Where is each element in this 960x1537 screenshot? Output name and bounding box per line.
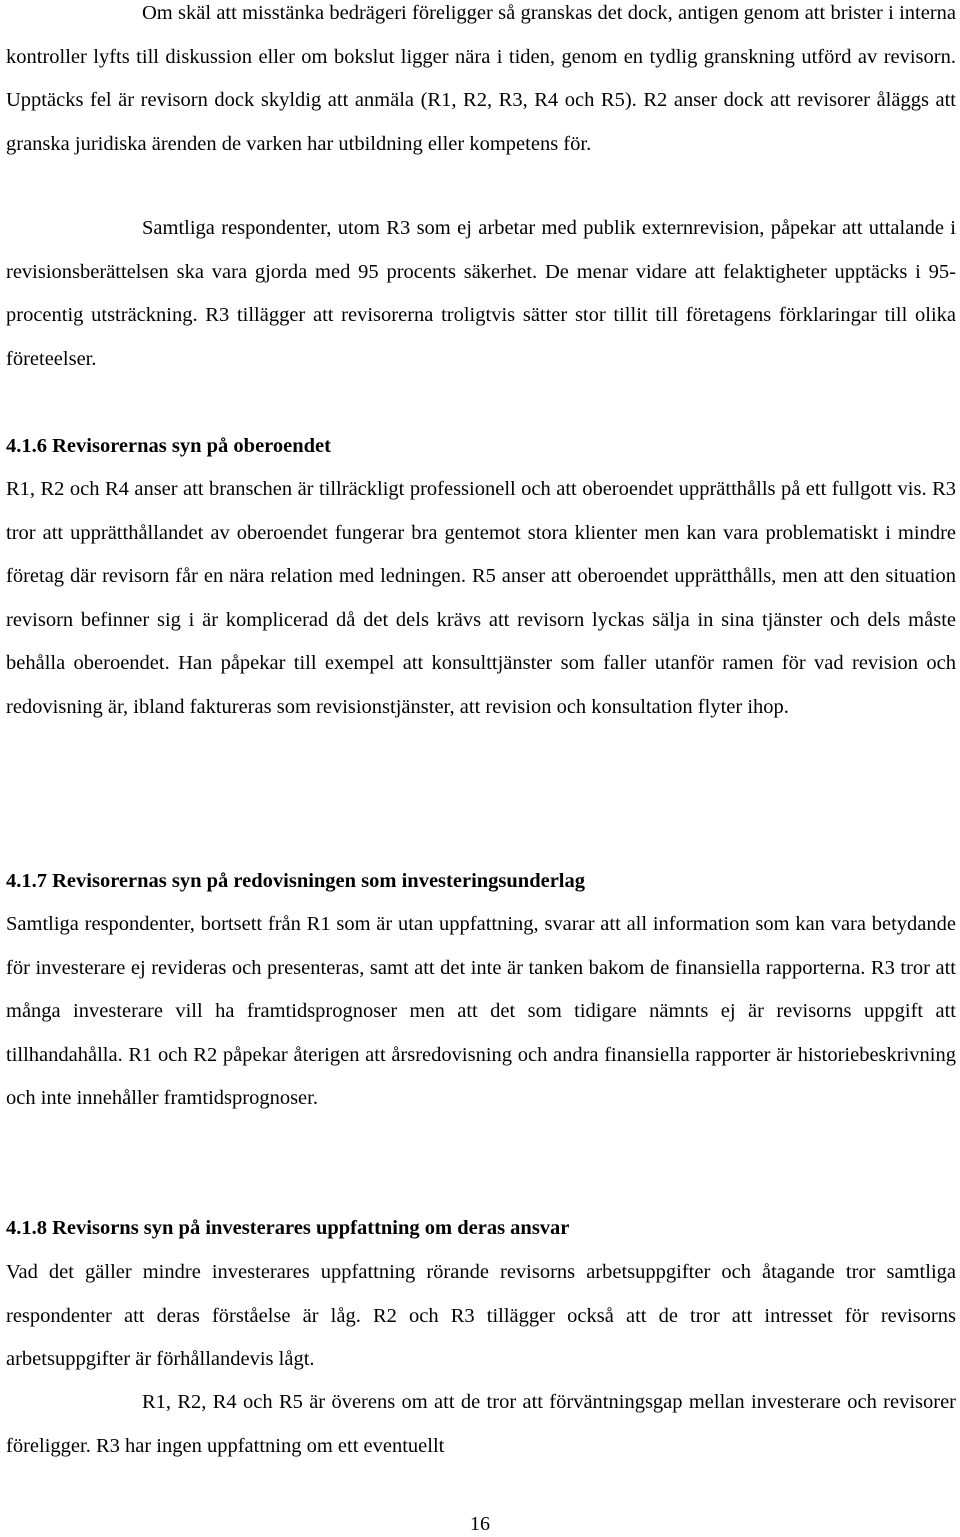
paragraph-expectation-gap: R1, R2, R4 och R5 är överens om att de tror att förväntningsgap mellan investerare och revisorer föreligger. R3 har ingen uppfattning om ett eventuellt	[6, 1391, 956, 1457]
paragraph-investor-understanding: Vad det gäller mindre investerares uppfattning rörande revisorns arbetsuppgifter och åtagande tror samtliga respondenter att deras förståelse är låg. R2 och R3 tillägger också att de tror att intresset för revisorns arbetsuppgifter är förhållandevis lågt.	[6, 1261, 956, 1371]
paragraph-fraud-review: Om skäl att misstänka bedrägeri föreligger så granskas det dock, antigen genom att brister i interna kontroller lyfts till diskussion eller om bokslut ligger nära i tiden, genom en tydlig granskning utförd av revisorn. Upptäcks fel är revisorn dock skyldig att anmäla (R1, R2, R3, R4 och R5). R2 anser dock att revisorer åläggs att granska juridiska ärenden de varken har utbildning eller kompetens för.	[6, 2, 956, 155]
paragraph-investment-basis: Samtliga respondenter, bortsett från R1 som är utan uppfattning, svarar att all information som kan vara betydande för investerare ej revideras och presenteras, samt att det inte är tanken bakom de finansiella rapporterna. R3 tror att många investerare vill ha framtidsprognoser men att det som tidigare nämnts ej är revisorns uppgift att tillhandahålla. R1 och R2 påpekar återigen att årsredovisning och andra finansiella rapporter är historiebeskrivning och inte innehåller framtidsprognoser.	[6, 913, 956, 1110]
paragraph-independence: R1, R2 och R4 anser att branschen är tillräckligt professionell och att oberoendet upprätthålls på ett fullgott vis. R3 tror att upprätthållandet av oberoendet fungerar bra gentemot stora klienter men kan vara problematiskt i mindre företag där revisorn får en nära relation med ledningen. R5 anser att oberoendet upprätthålls, men att den situation revisorn befinner sig i är komplicerad då det dels krävs att revisorn lyckas sälja in sina tjänster och dels måste behålla oberoendet. Han påpekar till exempel att konsulttjänster som faller utanför ramen för vad revision och redovisning är, ibland faktureras som revisionstjänster, att revision och konsultation flyter ihop.	[6, 478, 956, 718]
section-heading-investment-basis: 4.1.7 Revisorernas syn på redovisningen som investeringsunderlag	[6, 870, 585, 892]
page-number: 16	[470, 1513, 490, 1535]
paragraph-respondents-certainty: Samtliga respondenter, utom R3 som ej arbetar med publik externrevision, påpekar att uttalande i revisionsberättelsen ska vara gjorda med 95 procents säkerhet. De menar vidare att felaktigheter upptäcks i 95-procentig utsträckning. R3 tillägger att revisorerna troligtvis sätter stor tillit till företagens förklaringar till olika företeelser.	[6, 217, 956, 370]
section-heading-investor-perception: 4.1.8 Revisorns syn på investerares uppfattning om deras ansvar	[6, 1217, 570, 1239]
section-heading-independence: 4.1.6 Revisorernas syn på oberoendet	[6, 435, 331, 457]
